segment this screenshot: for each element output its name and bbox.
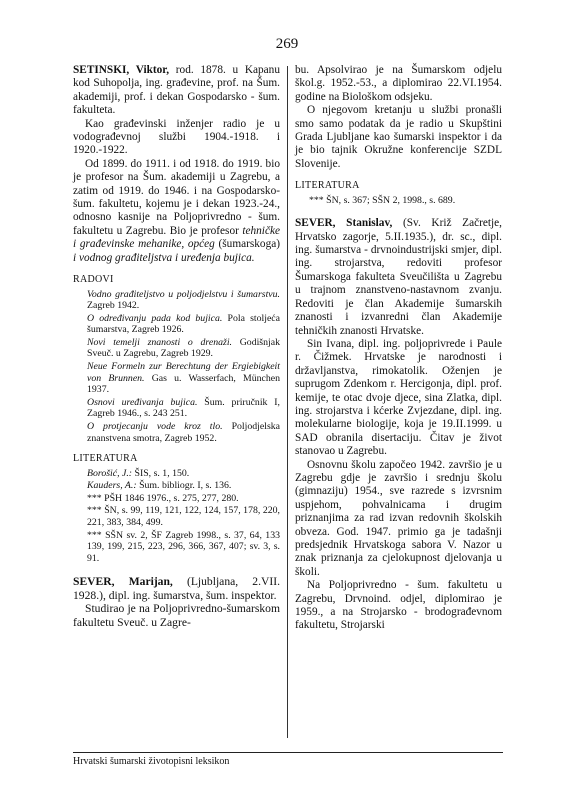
list-item: Neue Formeln zur Berechtung der Ergiebigkeit von Brunnen. Gas u. Wasserfach, München 1937. [87,361,280,396]
paragraph: O njegovom kretanju u službi pronašli smo samo podatak da je radio u Skupštini Grada Ljubljane kao šumarski inspektor i da je bio tajnik Okružne konferencije SZDL Slovenije. [295,104,502,170]
entry-name: SEVER, Marijan, [73,575,173,589]
entry-name: SETINSKI, Viktor, [73,64,170,76]
list-item: *** PŠH 1846 1976., s. 275, 277, 280. [87,492,239,504]
list-item: Vodno građiteljstvo u poljodjelstvu i šumarstvu. Zagreb 1942. [87,288,280,312]
list-item: *** ŠN, s. 99, 119, 121, 122, 124, 157, 178, 220, 221, 383, 384, 499. [87,505,280,528]
literatura-list [73,468,280,565]
section-heading-literatura: LITERATURA [73,453,138,465]
list-item: O određivanju pada kod bujica. Pola stoljeća šumarstva, Zagreb 1926. [87,312,280,336]
column-divider [287,66,288,738]
paragraph: bu. Apsolvirao je na Šumarskom odjelu škol.g. 1952.-53., a diplomirao 22.VI.1954. godine na Biološkom odsjeku. [295,64,502,103]
literatura-list [295,195,502,207]
section-heading-radovi: RADOVI [73,274,114,286]
list-item: *** ŠN, s. 367; SŠN 2, 1998., s. 689. [309,194,456,206]
footer: Hrvatski šumarski životopisni leksikon [73,752,503,767]
page-number: 269 [275,36,299,52]
list-item: Borošić, J.: ŠIS, s. 1, 150. [87,467,190,479]
list-item: Osnovi uređivanja bujica. Šum. priručnik I, Zagreb 1946., s. 243 251. [87,396,281,420]
list-item: O protjecanju vode kroz tlo. Poljodjelska znanstvena smotra, Zagreb 1952. [87,421,281,444]
right-column [295,64,502,633]
entry-sever-stanislav: SEVER, Stanislav, (Sv. Križ Začretje, Hrvatsko zagorje, 5.II.1935.), dr. sc., dipl. ing. šumarstva - drvnoindustrijski smjer, dipl. ing. strojarstva, redoviti profesor Šumarskoga fakulteta Sveučilišta u Zagrebu u trajnom znanstveno-nastavnom zvanju. Redoviti je član Akademije šumarskih znanosti i izvanredni član Akademije tehničkih znanosti Hrvatske. [295,217,502,337]
list-item: Novi temelji znanosti o drenaži. Godišnjak Sveuč. u Zagrebu, Zagreb 1929. [87,336,280,360]
entry-setinski: SETINSKI, Viktor, rod. 1878. u Kapanu kod Suhopolja, ing. građevine, prof. na Šum. akademiji, prof. i dekan Gospodarsko - šum. fakulteta. [73,64,280,117]
paragraph: Kao građevinski inženjer radio je u vodograđevnoj službi 1904.-1918. i 1920.-1922. [73,117,280,157]
paragraph: Studirao je na Poljoprivredno-šumarskom fakultetu Sveuč. u Zagre- [73,602,280,629]
left-column [73,64,280,629]
paragraph: Sin Ivana, dipl. ing. poljoprivrede i Paule r. Čižmek. Hrvatske je narodnosti i državljanstva, rimokatolik. Oženjen je suprugom Zdenkom r. Hercigonja, dipl. prof. kemije, te otac dvoje djece, sina Zlatka, dipl. ing. strojarstva i kćerke Zvjezdane, dipl. ing. molekularne biologije, koja je 19.II.1999. u SAD obranila disertaciju. Čitav je život stanovao u Zagrebu. [295,337,502,458]
paragraph: Na Poljoprivredno - šum. fakultetu u Zagrebu, Drvnoind. odjel, diplomirao je 1959., a na Strojarsko - brodograđevnom fakultetu, Strojarski [295,579,502,632]
section-heading-literatura: LITERATURA [295,180,360,192]
entry-name: SEVER, Stanislav, [295,217,393,230]
paragraph: Od 1899. do 1911. i od 1918. do 1919. bio je profesor na Šum. akademiji u Zagrebu, a zatim od 1919. do 1946. i na Gospodarsko-šum. fakultetu, kojemu je i dekan 1923.-24., odnosno kasnije na Poljoprivredno - šum. fakultetu u Zagrebu. Bio je profesor tehničke i građevinske mehanike, općeg (šumarskoga) i vodnog građiteljstva i uređenja bujica. [73,157,281,264]
entry-sever-marijan: SEVER, Marijan, (Ljubljana, 2.VII. 1928.), dipl. ing. šumarstva, šum. inspektor. [73,575,280,602]
list-item: Kauders, A.: Šum. bibliogr. I, s. 136. [87,480,232,492]
paragraph: Osnovnu školu započeo 1942. završio je u Zagrebu gdje je završio i srednju školu (gimnaziju) 1954., sve razrede s izvrsnim uspjehom, pohvalnicama i drugim priznanjima za rad izvan redovnih školskih obveza. God. 1947. primio ga je tadašnji predsjednik Hrvatskoga sabora V. Nazor u znak priznanja za cjelokupnost djelovanja u školi. [295,458,502,578]
radovi-list [73,289,280,445]
list-item: *** SŠN sv. 2, ŠF Zagreb 1998., s. 37, 64, 133 139, 199, 215, 223, 296, 366, 367, 407; sv. 3, s. 91. [87,529,280,564]
